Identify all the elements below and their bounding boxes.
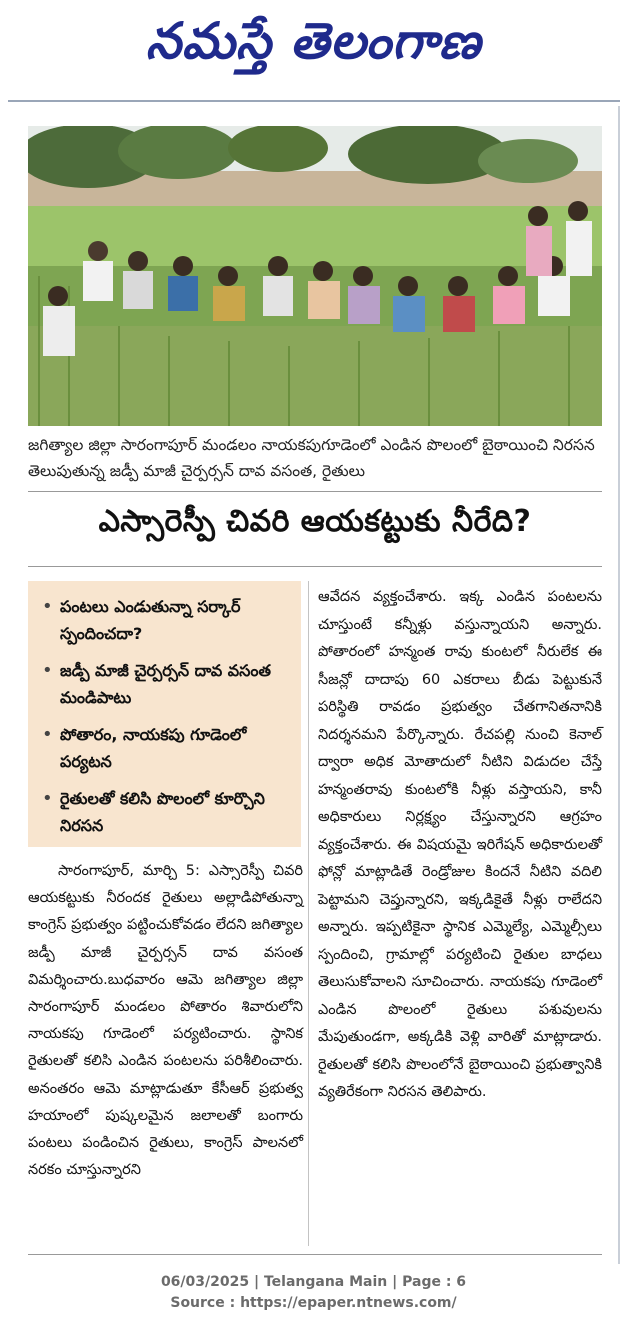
article-body-left: సారంగాపూర్, మార్చి 5: ఎస్సారెస్పీ చివరి ఆయకట్టుకు నీరందక రైతులు అల్లాడిపోతున్నా కాంగ్రెస్ ప్రభుత్వం పట్టించుకోవడం లేదని జగిత్యాల జడ్పీ మాజీ చైర్పర్సన్ దావ వసంత విమర్శించారు.బుధవారం ఆమె జగిత్యాల జిల్లా సారంగాపూర్ మండలం పోతారం శివారులోని నాయకపు గూడెంలో పర్యటించారు. స్థానిక రైతులతో కలిసి ఎండిన పంటలను పరిశీలించారు. అనంతరం ఆమె మాట్లాడుతూ కేసీఆర్ ప్రభుత్వ హయాంలో పుష్కలమైన జలాలతో బంగారు పంటలు పండించిన రైతులు, కాంగ్రెస్ పాలనలో నరకం చూస్తున్నారని bbox=[28, 863, 303, 1179]
highlight-item bbox=[42, 785, 291, 839]
highlight-item bbox=[42, 657, 291, 711]
highlight-item bbox=[42, 593, 291, 647]
masthead-title: నమస్తే తెలంగాణ bbox=[145, 12, 482, 70]
top-divider bbox=[8, 100, 620, 102]
headline: ఎస్సారెస్పీ చివరి ఆయకట్టుకు నీరేది? bbox=[98, 504, 532, 539]
photo-caption: జగిత్యాల జిల్లా సారంగాపూర్ మండలం నాయకపుగూడెంలో ఎండిన పొలంలో బైఠాయించి నిరసన తెలుపుతున్న జడ్పీ మాజీ చైర్పర్సన్ దావ వసంత, రైతులు bbox=[28, 436, 595, 480]
farmers-protest-illustration bbox=[28, 126, 602, 426]
article-bottom-divider bbox=[28, 1254, 602, 1255]
caption-divider bbox=[28, 491, 602, 492]
article bbox=[8, 106, 620, 1264]
highlights-box bbox=[28, 581, 301, 847]
headline-divider bbox=[28, 566, 602, 567]
news-photo bbox=[28, 126, 602, 426]
edition-info: 06/03/2025 | Telangana Main | Page : 6 bbox=[160, 1274, 467, 1290]
bullet-icon: • bbox=[42, 660, 53, 681]
column-divider bbox=[308, 581, 309, 1246]
highlight-item bbox=[42, 721, 291, 775]
highlight-text: జడ్పీ మాజీ చైర్పర్సన్ దావ వసంత మండిపాటు bbox=[60, 661, 271, 707]
source-link[interactable]: Source : https://epaper.ntnews.com/ bbox=[170, 1295, 457, 1311]
bullet-icon: • bbox=[42, 788, 53, 809]
footer bbox=[0, 1272, 627, 1314]
article-body-right: ఆవేదన వ్యక్తంచేశారు. ఇక్క ఎండిన పంటలను చూస్తుంటే కన్నీళ్లు వస్తున్నాయని అన్నారు. పోతారంలో హన్మంత రావు కుంటలో నీరులేక ఈ సీజన్లో దాదాపు 60 ఎకరాలు బీడు పెట్టుకునే పరిస్థితి రావడం ప్రభుత్వం చేతగానితనానికి నిదర్శనమని పేర్కొన్నారు. రేచపల్లి నుంచి కెనాల్ ద్వారా అధిక మోతాదులో నీటిని విడుదల చేస్తే హన్మంతరావు కుంటలోకి నీళ్లు వస్తాయని, కానీ అధికారులు నిర్లక్ష్యం చేస్తున్నారని ఆగ్రహం వ్యక్తంచేశారు. ఈ విషయమై ఇరిగేషన్ అధికారులతో ఫోన్లో మాట్లాడితే రెండ్రోజుల కిందనే నీటిని వదిలి పెట్టామని చెప్తున్నారని, ఇక్కడికైతే నీళ్లు రాలేదని అన్నారు. ఇప్పటికైనా స్థానిక ఎమ్మెల్యే, ఎమ్మెల్సీలు స్పందించి, గ్రామాల్లో పర్యటించి రైతుల బాధలు తెలుసుకోవాలని సూచించారు. నాయకపు గూడెంలో ఎండిన పొలంలో రైతులు పశువులను మేపుతుండగా, అక్కడికి వెళ్లి వారితో మాట్లాడారు. రైతులతో కలిసి పొలంలోనే బైఠాయించి ప్రభుత్వానికి వ్యతిరేకంగా నిరసన తెలిపారు. bbox=[318, 589, 602, 1100]
masthead bbox=[0, 0, 627, 95]
highlight-text: పంటలు ఎండుతున్నా సర్కార్ స్పందించదా? bbox=[60, 597, 241, 643]
highlight-text: పోతారం, నాయకపు గూడెంలో పర్యటన bbox=[60, 725, 247, 771]
bullet-icon: • bbox=[42, 724, 53, 745]
bullet-icon: • bbox=[42, 596, 53, 617]
highlight-text: రైతులతో కలిసి పొలంలో కూర్చొని నిరసన bbox=[60, 789, 265, 835]
